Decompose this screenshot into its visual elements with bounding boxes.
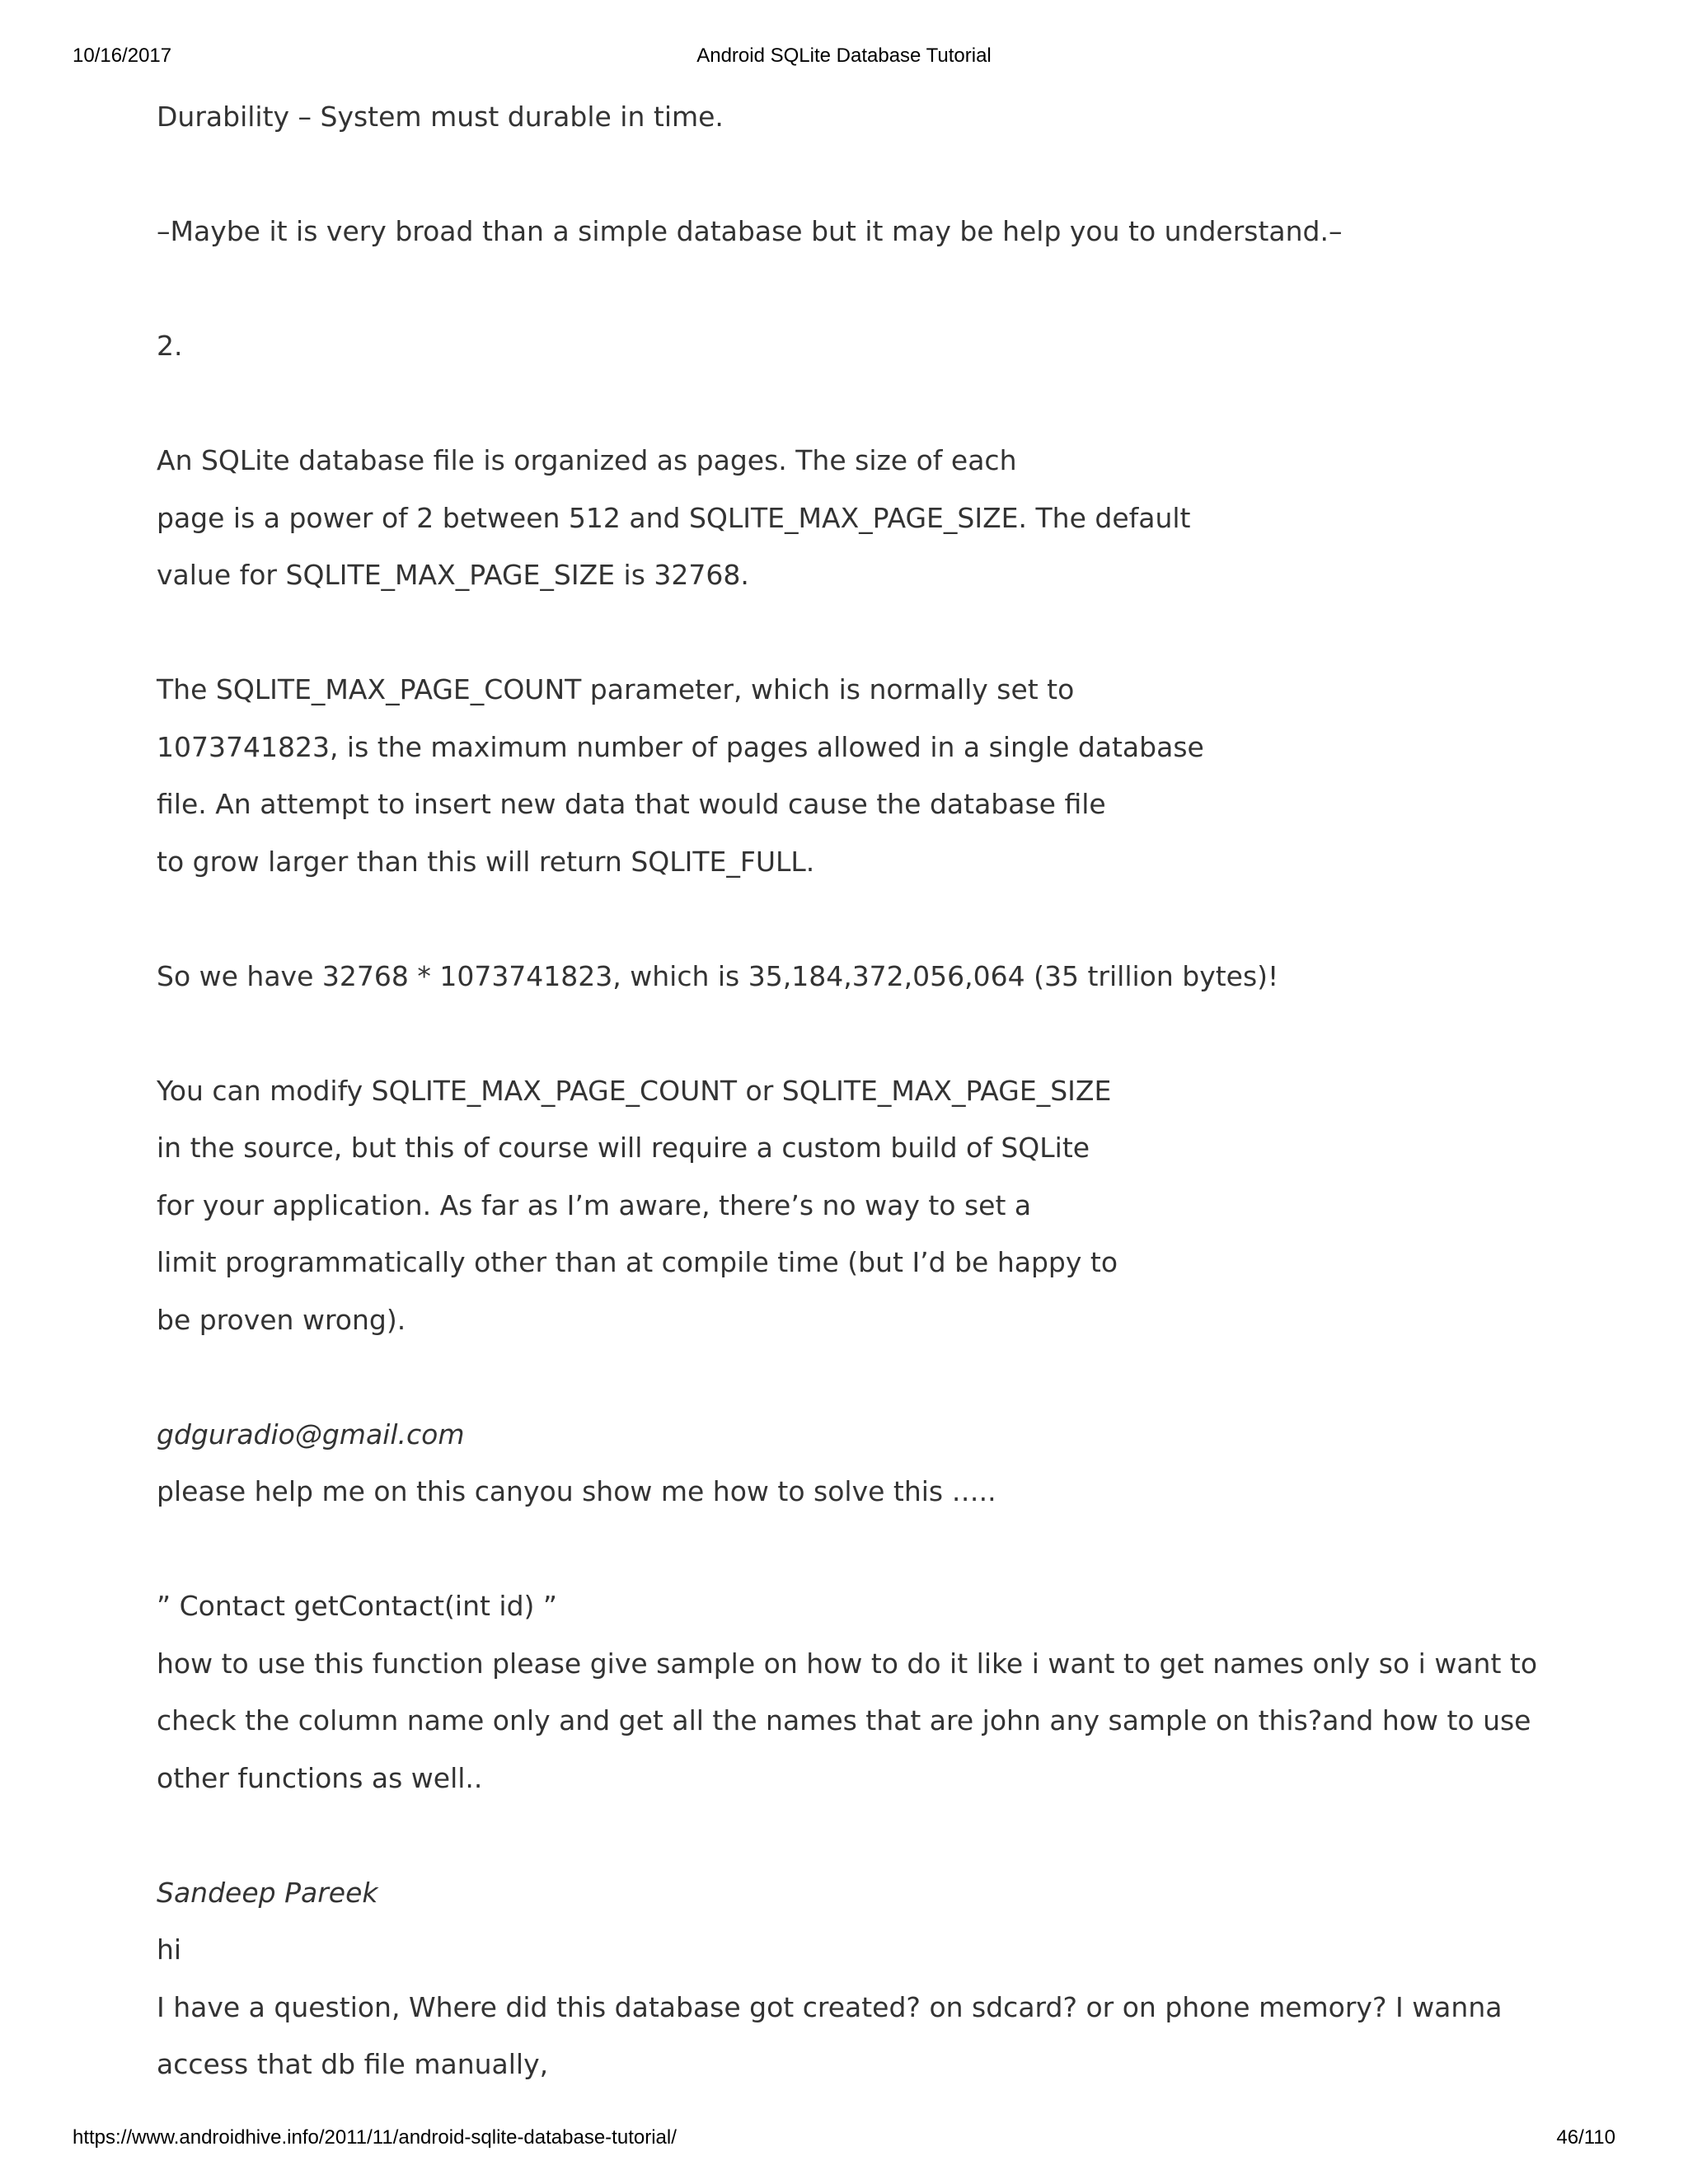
text-line: ” Contact getContact(int id) ” — [157, 1590, 558, 1622]
comment-author: Sandeep Pareek — [157, 1876, 378, 1909]
text-line: The SQLITE_MAX_PAGE_COUNT parameter, which is normally set to — [157, 673, 1075, 705]
comment-text: I have a question, Where did this database got created? on sdcard? or on phone memory? I wanna — [157, 1990, 1503, 2023]
paragraph-page-size — [157, 432, 1599, 604]
page-number: 46/110 — [1556, 2126, 1615, 2149]
paragraph-total-size — [157, 948, 1599, 1005]
text-line: file. An attempt to insert new data that would cause the database file — [157, 788, 1106, 820]
paragraph-getcontact — [157, 1577, 1599, 1807]
paragraph-number — [157, 317, 1599, 375]
paragraph-page-count — [157, 661, 1599, 890]
text-line: to grow larger than this will return SQLITE_FULL. — [157, 845, 815, 878]
text-line: in the source, but this of course will require a custom build of SQLite — [157, 1132, 1090, 1164]
text-line: 1073741823, is the maximum number of pages allowed in a single database — [157, 730, 1204, 763]
print-date: 10/16/2017 — [73, 45, 172, 67]
text-line: page is a power of 2 between 512 and SQLITE_MAX_PAGE_SIZE. The default — [157, 501, 1191, 534]
text-line: limit programmatically other than at compile time (but I’d be happy to — [157, 1246, 1118, 1278]
text-line: check the column name only and get all the names that are john any sample on this?and how to use — [157, 1704, 1531, 1736]
comment-text: please help me on this canyou show me how to solve this ….. — [157, 1475, 996, 1507]
comment-author: gdguradio@gmail.com — [157, 1418, 465, 1451]
paragraph-durability — [157, 88, 1599, 146]
text-line: be proven wrong). — [157, 1303, 406, 1336]
comment-text: access that db file manually, — [157, 2048, 549, 2080]
text-line: –Maybe it is very broad than a simple database but it may be help you to understand.– — [157, 215, 1343, 247]
article-content — [157, 88, 1599, 2150]
text-line: value for SQLITE_MAX_PAGE_SIZE is 32768. — [157, 559, 749, 591]
text-line: So we have 32768 * 1073741823, which is 35,184,372,056,064 (35 trillion bytes)! — [157, 959, 1279, 992]
paragraph-note — [157, 203, 1599, 260]
print-footer — [73, 2126, 1615, 2149]
text-line: You can modify SQLITE_MAX_PAGE_COUNT or SQLITE_MAX_PAGE_SIZE — [157, 1074, 1112, 1107]
print-header — [73, 45, 1615, 68]
paragraph-modify — [157, 1062, 1599, 1349]
text-line: An SQLite database file is organized as pages. The size of each — [157, 444, 1017, 476]
comment-sandeep — [157, 1864, 1599, 2093]
text-line: other functions as well.. — [157, 1761, 483, 1794]
print-title: Android SQLite Database Tutorial — [696, 45, 992, 67]
comment-gdguradio — [157, 1406, 1599, 1521]
text-line: for your application. As far as I’m aware, there’s no way to set a — [157, 1188, 1032, 1221]
text-line: Durability – System must durable in time. — [157, 101, 724, 133]
comment-text: hi — [157, 1933, 182, 1966]
text-line: how to use this function please give sample on how to do it like i want to get names only so i want to — [157, 1647, 1538, 1680]
text-line: 2. — [157, 330, 183, 362]
print-url: https://www.androidhive.info/2011/11/android-sqlite-database-tutorial/ — [73, 2126, 677, 2149]
